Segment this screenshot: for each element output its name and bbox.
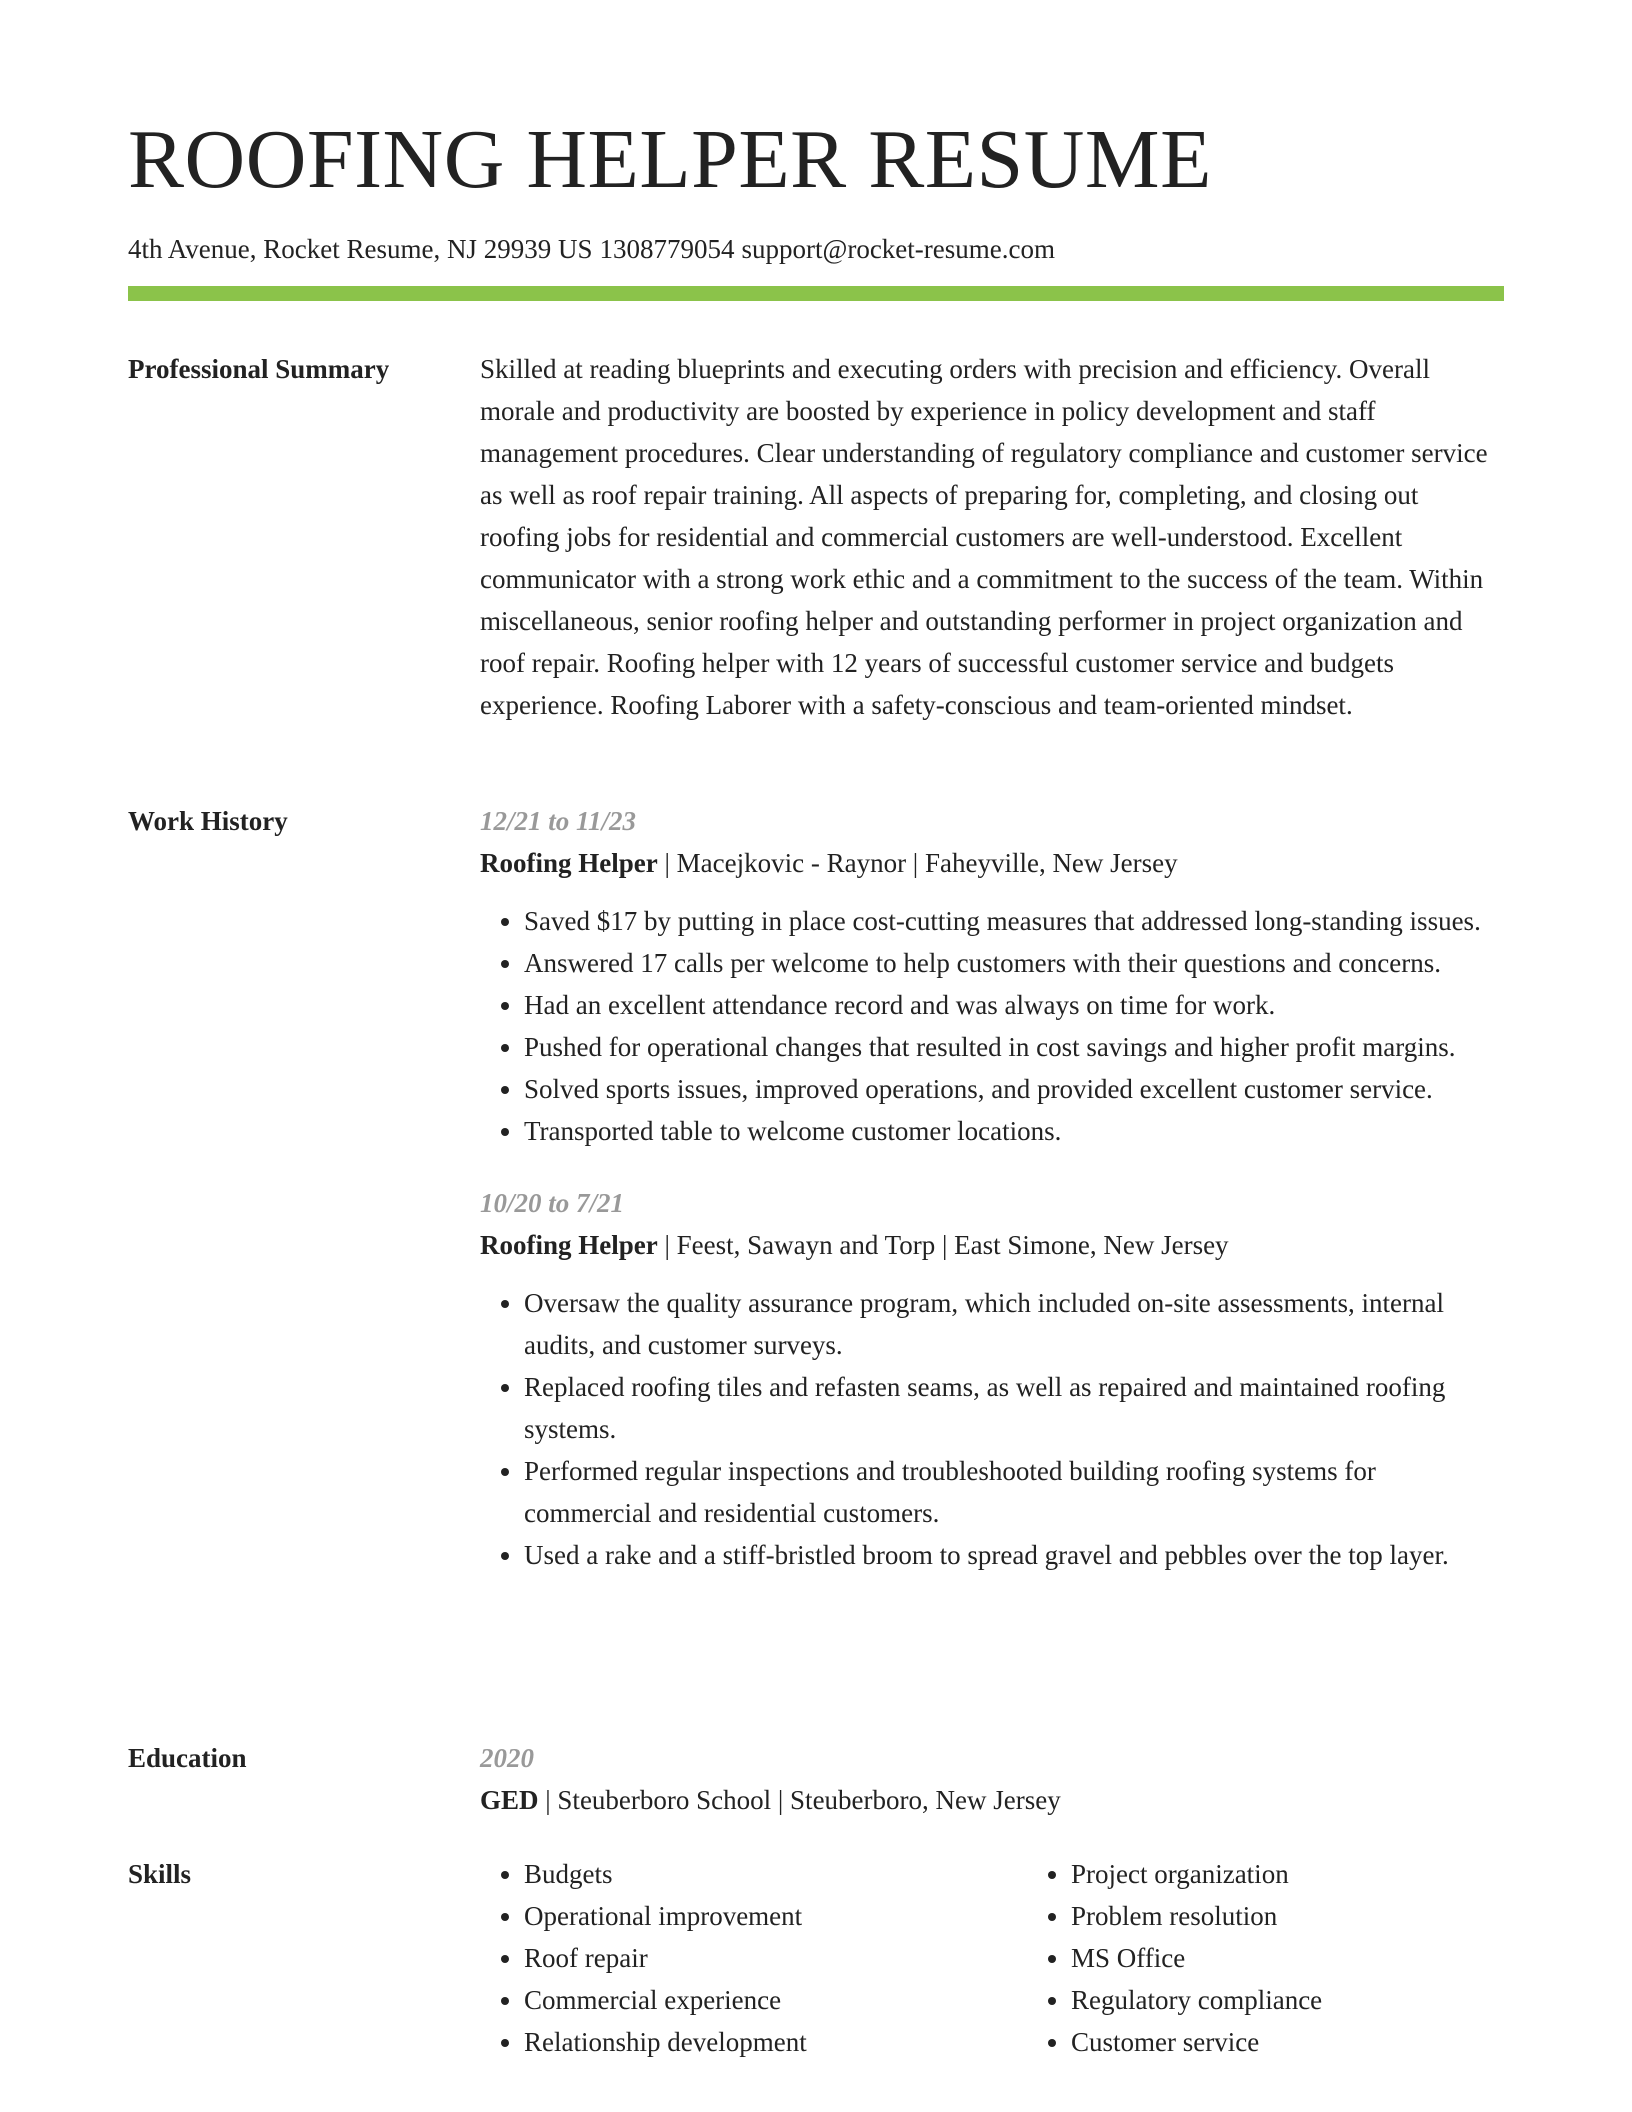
- skills-grid: [480, 1853, 1504, 2063]
- job-dates: 12/21 to 11/23: [480, 806, 637, 836]
- contact-phone: 1308779054: [599, 234, 735, 264]
- work-history-content: [480, 800, 1504, 1576]
- skills-column-2: [1027, 1853, 1322, 2063]
- education-year: 2020: [480, 1743, 534, 1773]
- skill-item: • Project organization: [1071, 1853, 1322, 1895]
- job-title: Roofing Helper: [480, 848, 658, 878]
- education-heading: [480, 1779, 1504, 1821]
- job-bullet: • Oversaw the quality assurance program, which included on-site assessments, internal audits, and customer surveys.: [524, 1282, 1504, 1366]
- job-bullet: • Had an excellent attendance record and was always on time for work.: [524, 984, 1504, 1026]
- job-bullet: • Answered 17 calls per welcome to help customers with their questions and concerns.: [524, 942, 1504, 984]
- contact-line: [128, 231, 1062, 267]
- job-details: | Feest, Sawayn and Torp | East Simone, New Jersey: [657, 1230, 1229, 1260]
- job-bullet: • Performed regular inspections and troubleshooted building roofing systems for commercial and residential customers.: [524, 1450, 1504, 1534]
- skill-item: • Commercial experience: [524, 1979, 1027, 2021]
- work-history-label: Work History: [128, 806, 288, 836]
- job-details: | Macejkovic - Raynor | Faheyville, New Jersey: [657, 848, 1178, 878]
- summary-text: Skilled at reading blueprints and executing orders with precision and efficiency. Overall morale and productivity are boosted by experience in policy development and staff management procedures. Clear understanding of regulatory compliance and customer service as well as roof repair training. All aspects of preparing for, completing, and closing out roofing jobs for residential and commercial customers are well-understood. Excellent communicator with a strong work ethic and a commitment to the success of the team. Within miscellaneous, senior roofing helper and outstanding performer in project organization and roof repair. Roofing helper with 12 years of successful customer service and budgets experience. Roofing Laborer with a safety-conscious and team-oriented mindset.: [480, 354, 1488, 720]
- summary-label: Professional Summary: [128, 354, 390, 384]
- skill-item: • Problem resolution: [1071, 1895, 1322, 1937]
- job-bullet: • Pushed for operational changes that resulted in cost savings and higher profit margins.: [524, 1026, 1504, 1068]
- skill-item: • Relationship development: [524, 2021, 1027, 2063]
- skills-label: Skills: [128, 1859, 192, 1889]
- job-bullet: • Solved sports issues, improved operations, and provided excellent customer service.: [524, 1068, 1504, 1110]
- job-bullet: • Transported table to welcome customer locations.: [524, 1110, 1504, 1152]
- job-bullets: [480, 900, 1504, 1152]
- job-heading: [480, 1224, 1504, 1266]
- resume-title: ROOFING HELPER RESUME: [128, 113, 1212, 206]
- job-bullet: • Replaced roofing tiles and refasten seams, as well as repaired and maintained roofing systems.: [524, 1366, 1504, 1450]
- contact-address: 4th Avenue, Rocket Resume, NJ 29939 US: [128, 234, 593, 264]
- job-bullet: • Saved $17 by putting in place cost-cutting measures that addressed long-standing issues.: [524, 900, 1504, 942]
- job-heading: [480, 842, 1504, 884]
- job-bullet: • Used a rake and a stiff-bristled broom to spread gravel and pebbles over the top layer.: [524, 1534, 1504, 1576]
- skill-item: • Operational improvement: [524, 1895, 1027, 1937]
- job-title: Roofing Helper: [480, 1230, 658, 1260]
- skill-item: • Budgets: [524, 1853, 1027, 1895]
- job-entry: [480, 1182, 1504, 1576]
- skill-item: • Customer service: [1071, 2021, 1322, 2063]
- skill-item: • Regulatory compliance: [1071, 1979, 1322, 2021]
- skills-content: [480, 1853, 1504, 2063]
- job-entry: [480, 800, 1504, 1152]
- job-dates: 10/20 to 7/21: [480, 1188, 625, 1218]
- summary-content: [480, 348, 1504, 726]
- job-bullets: [480, 1282, 1504, 1576]
- education-content: [480, 1737, 1504, 1821]
- education-label: Education: [128, 1743, 247, 1773]
- education-degree: GED: [480, 1785, 539, 1815]
- header-divider: [128, 286, 1504, 301]
- education-details: | Steuberboro School | Steuberboro, New Jersey: [538, 1785, 1061, 1815]
- skills-column-1: [480, 1853, 1027, 2063]
- skill-item: • Roof repair: [524, 1937, 1027, 1979]
- contact-email: support@rocket-resume.com: [741, 234, 1055, 264]
- skill-item: • MS Office: [1071, 1937, 1322, 1979]
